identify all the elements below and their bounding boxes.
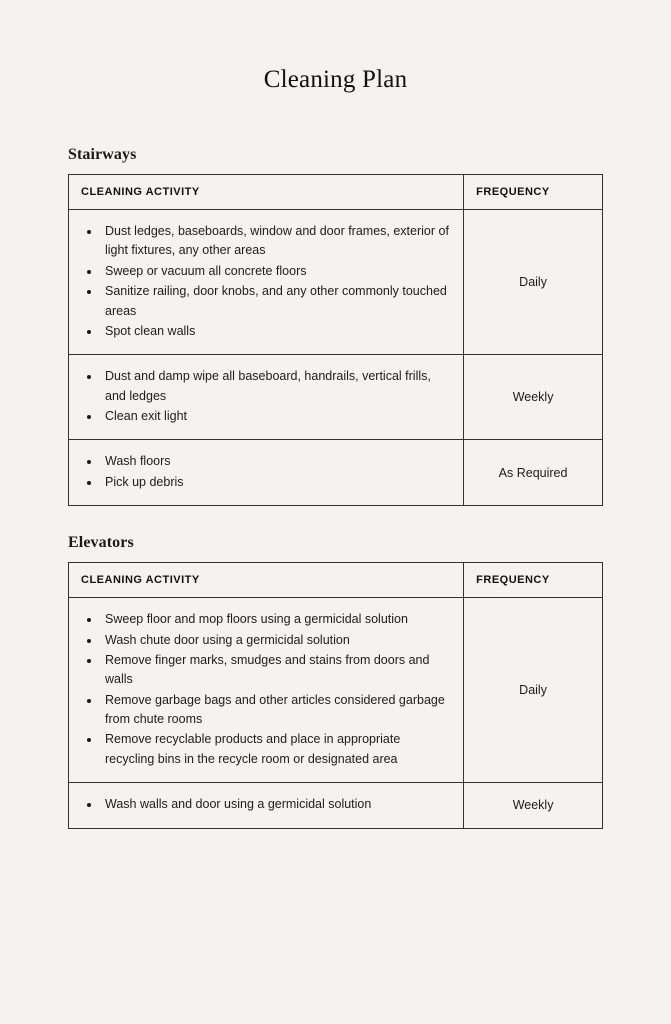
cleaning-table-elevators bbox=[68, 562, 603, 828]
table-row bbox=[69, 783, 603, 828]
column-header-frequency: FREQUENCY bbox=[464, 563, 603, 598]
list-item: • Remove garbage bags and other articles considered garbage from chute rooms bbox=[101, 691, 451, 730]
activity-cell bbox=[69, 440, 464, 506]
table-row bbox=[69, 598, 603, 783]
list-item: • Sweep or vacuum all concrete floors bbox=[101, 262, 451, 281]
list-item: • Remove recyclable products and place in appropriate recycling bins in the recycle room or designated area bbox=[101, 730, 451, 769]
table-header bbox=[69, 175, 603, 210]
list-item: • Remove finger marks, smudges and stains from doors and walls bbox=[101, 651, 451, 690]
list-item: • Sanitize railing, door knobs, and any other commonly touched areas bbox=[101, 282, 451, 321]
list-item: • Pick up debris bbox=[101, 473, 451, 492]
activity-list bbox=[79, 222, 451, 341]
list-item: • Wash walls and door using a germicidal solution bbox=[101, 795, 451, 814]
cleaning-table-stairways bbox=[68, 174, 603, 506]
section-stairways bbox=[68, 146, 603, 506]
column-header-frequency: FREQUENCY bbox=[464, 175, 603, 210]
table-row bbox=[69, 355, 603, 440]
activity-list bbox=[79, 795, 451, 814]
activity-cell bbox=[69, 783, 464, 828]
activity-list bbox=[79, 610, 451, 769]
frequency-cell: Weekly bbox=[464, 355, 603, 440]
column-header-activity: CLEANING ACTIVITY bbox=[69, 563, 464, 598]
table-body bbox=[69, 210, 603, 506]
list-item: • Wash chute door using a germicidal solution bbox=[101, 631, 451, 650]
column-header-activity: CLEANING ACTIVITY bbox=[69, 175, 464, 210]
section-heading-elevators: Elevators bbox=[68, 534, 134, 552]
list-item: • Spot clean walls bbox=[101, 322, 451, 341]
page-title: Cleaning Plan bbox=[263, 66, 408, 93]
activity-cell bbox=[69, 598, 464, 783]
section-heading-stairways: Stairways bbox=[68, 146, 137, 163]
frequency-cell: As Required bbox=[464, 440, 603, 506]
list-item: • Dust ledges, baseboards, window and door frames, exterior of light fixtures, any other areas bbox=[101, 222, 451, 261]
list-item: • Clean exit light bbox=[101, 407, 451, 426]
frequency-cell: Weekly bbox=[464, 783, 603, 828]
list-item: • Wash floors bbox=[101, 452, 451, 471]
activity-cell bbox=[69, 210, 464, 355]
table-header bbox=[69, 563, 603, 598]
table-row bbox=[69, 440, 603, 506]
activity-list bbox=[79, 367, 451, 426]
table-body bbox=[69, 598, 603, 828]
table-row bbox=[69, 210, 603, 355]
activity-list bbox=[79, 452, 451, 492]
section-elevators bbox=[68, 534, 603, 828]
frequency-cell: Daily bbox=[464, 210, 603, 355]
table-header-row bbox=[69, 563, 603, 598]
activity-cell bbox=[69, 355, 464, 440]
table-header-row bbox=[69, 175, 603, 210]
frequency-cell: Daily bbox=[464, 598, 603, 783]
list-item: • Dust and damp wipe all baseboard, handrails, vertical frills, and ledges bbox=[101, 367, 451, 406]
list-item: • Sweep floor and mop floors using a germicidal solution bbox=[101, 610, 451, 629]
